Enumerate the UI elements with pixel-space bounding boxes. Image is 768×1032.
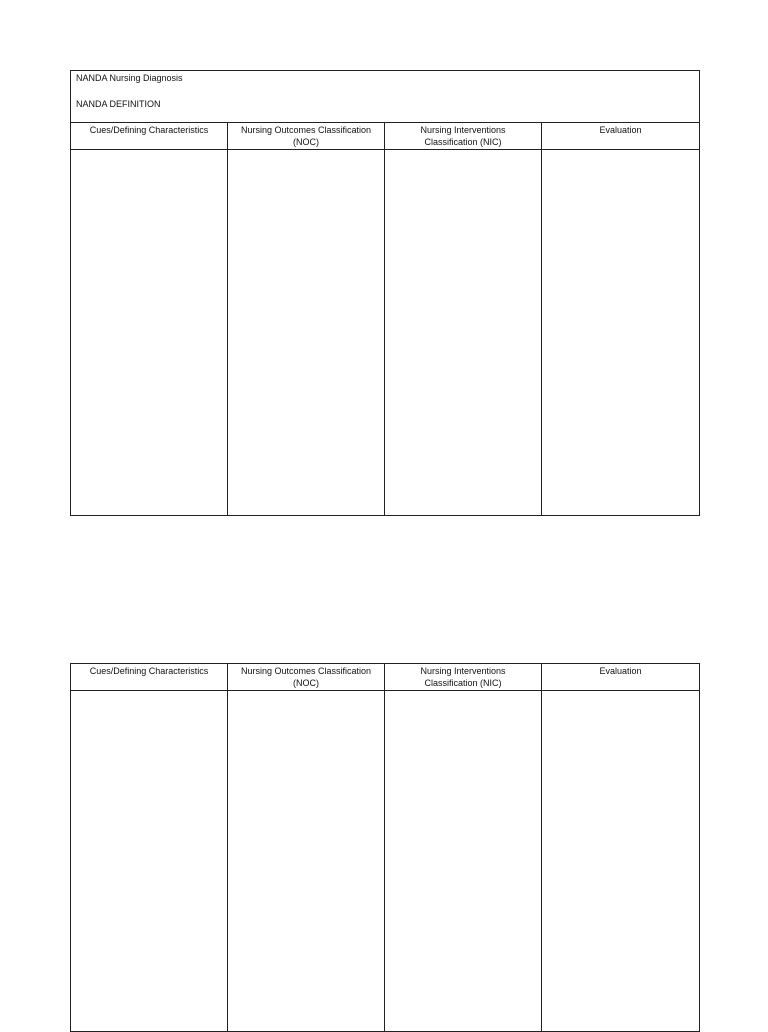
care-plan-table-one xyxy=(70,70,700,516)
column-header-cues-line1: Cues/Defining Characteristics xyxy=(89,666,209,676)
entry-row xyxy=(71,691,700,1032)
column-header-nic-line2: Classification (NIC) xyxy=(424,678,502,688)
column-header-nic-line1: Nursing Interventions xyxy=(420,666,506,676)
column-header-row xyxy=(71,664,700,691)
nanda-definition-label: NANDA DEFINITION xyxy=(76,99,161,109)
column-header-evaluation xyxy=(542,664,700,691)
column-header-cues xyxy=(71,664,228,691)
column-header-nic-line1: Nursing Interventions xyxy=(420,125,506,135)
column-header-evaluation-line1: Evaluation xyxy=(599,666,642,676)
column-header-nic-line2: Classification (NIC) xyxy=(424,137,502,147)
noc-entry-cell[interactable] xyxy=(228,150,385,516)
column-header-noc xyxy=(228,664,385,691)
column-header-nic xyxy=(385,123,542,150)
column-header-noc-line2: (NOC) xyxy=(293,678,319,688)
cues-entry-cell[interactable] xyxy=(71,691,228,1032)
column-header-row xyxy=(71,123,700,150)
column-header-evaluation xyxy=(542,123,700,150)
column-header-noc xyxy=(228,123,385,150)
nic-entry-cell[interactable] xyxy=(385,691,542,1032)
diagnosis-header-cell[interactable] xyxy=(71,71,700,123)
column-header-noc-line1: Nursing Outcomes Classification xyxy=(240,666,372,676)
column-header-nic xyxy=(385,664,542,691)
cues-entry-cell[interactable] xyxy=(71,150,228,516)
nic-entry-cell[interactable] xyxy=(385,150,542,516)
column-header-evaluation-line1: Evaluation xyxy=(599,125,642,135)
noc-entry-cell[interactable] xyxy=(228,691,385,1032)
column-header-cues-line1: Cues/Defining Characteristics xyxy=(89,125,209,135)
entry-row xyxy=(71,150,700,516)
nanda-diagnosis-label: NANDA Nursing Diagnosis xyxy=(76,73,183,83)
evaluation-entry-cell[interactable] xyxy=(542,150,700,516)
column-header-cues xyxy=(71,123,228,150)
evaluation-entry-cell[interactable] xyxy=(542,691,700,1032)
column-header-noc-line2: (NOC) xyxy=(293,137,319,147)
care-plan-table-two xyxy=(70,663,700,1032)
column-header-noc-line1: Nursing Outcomes Classification xyxy=(240,125,372,135)
header-row xyxy=(71,71,700,123)
